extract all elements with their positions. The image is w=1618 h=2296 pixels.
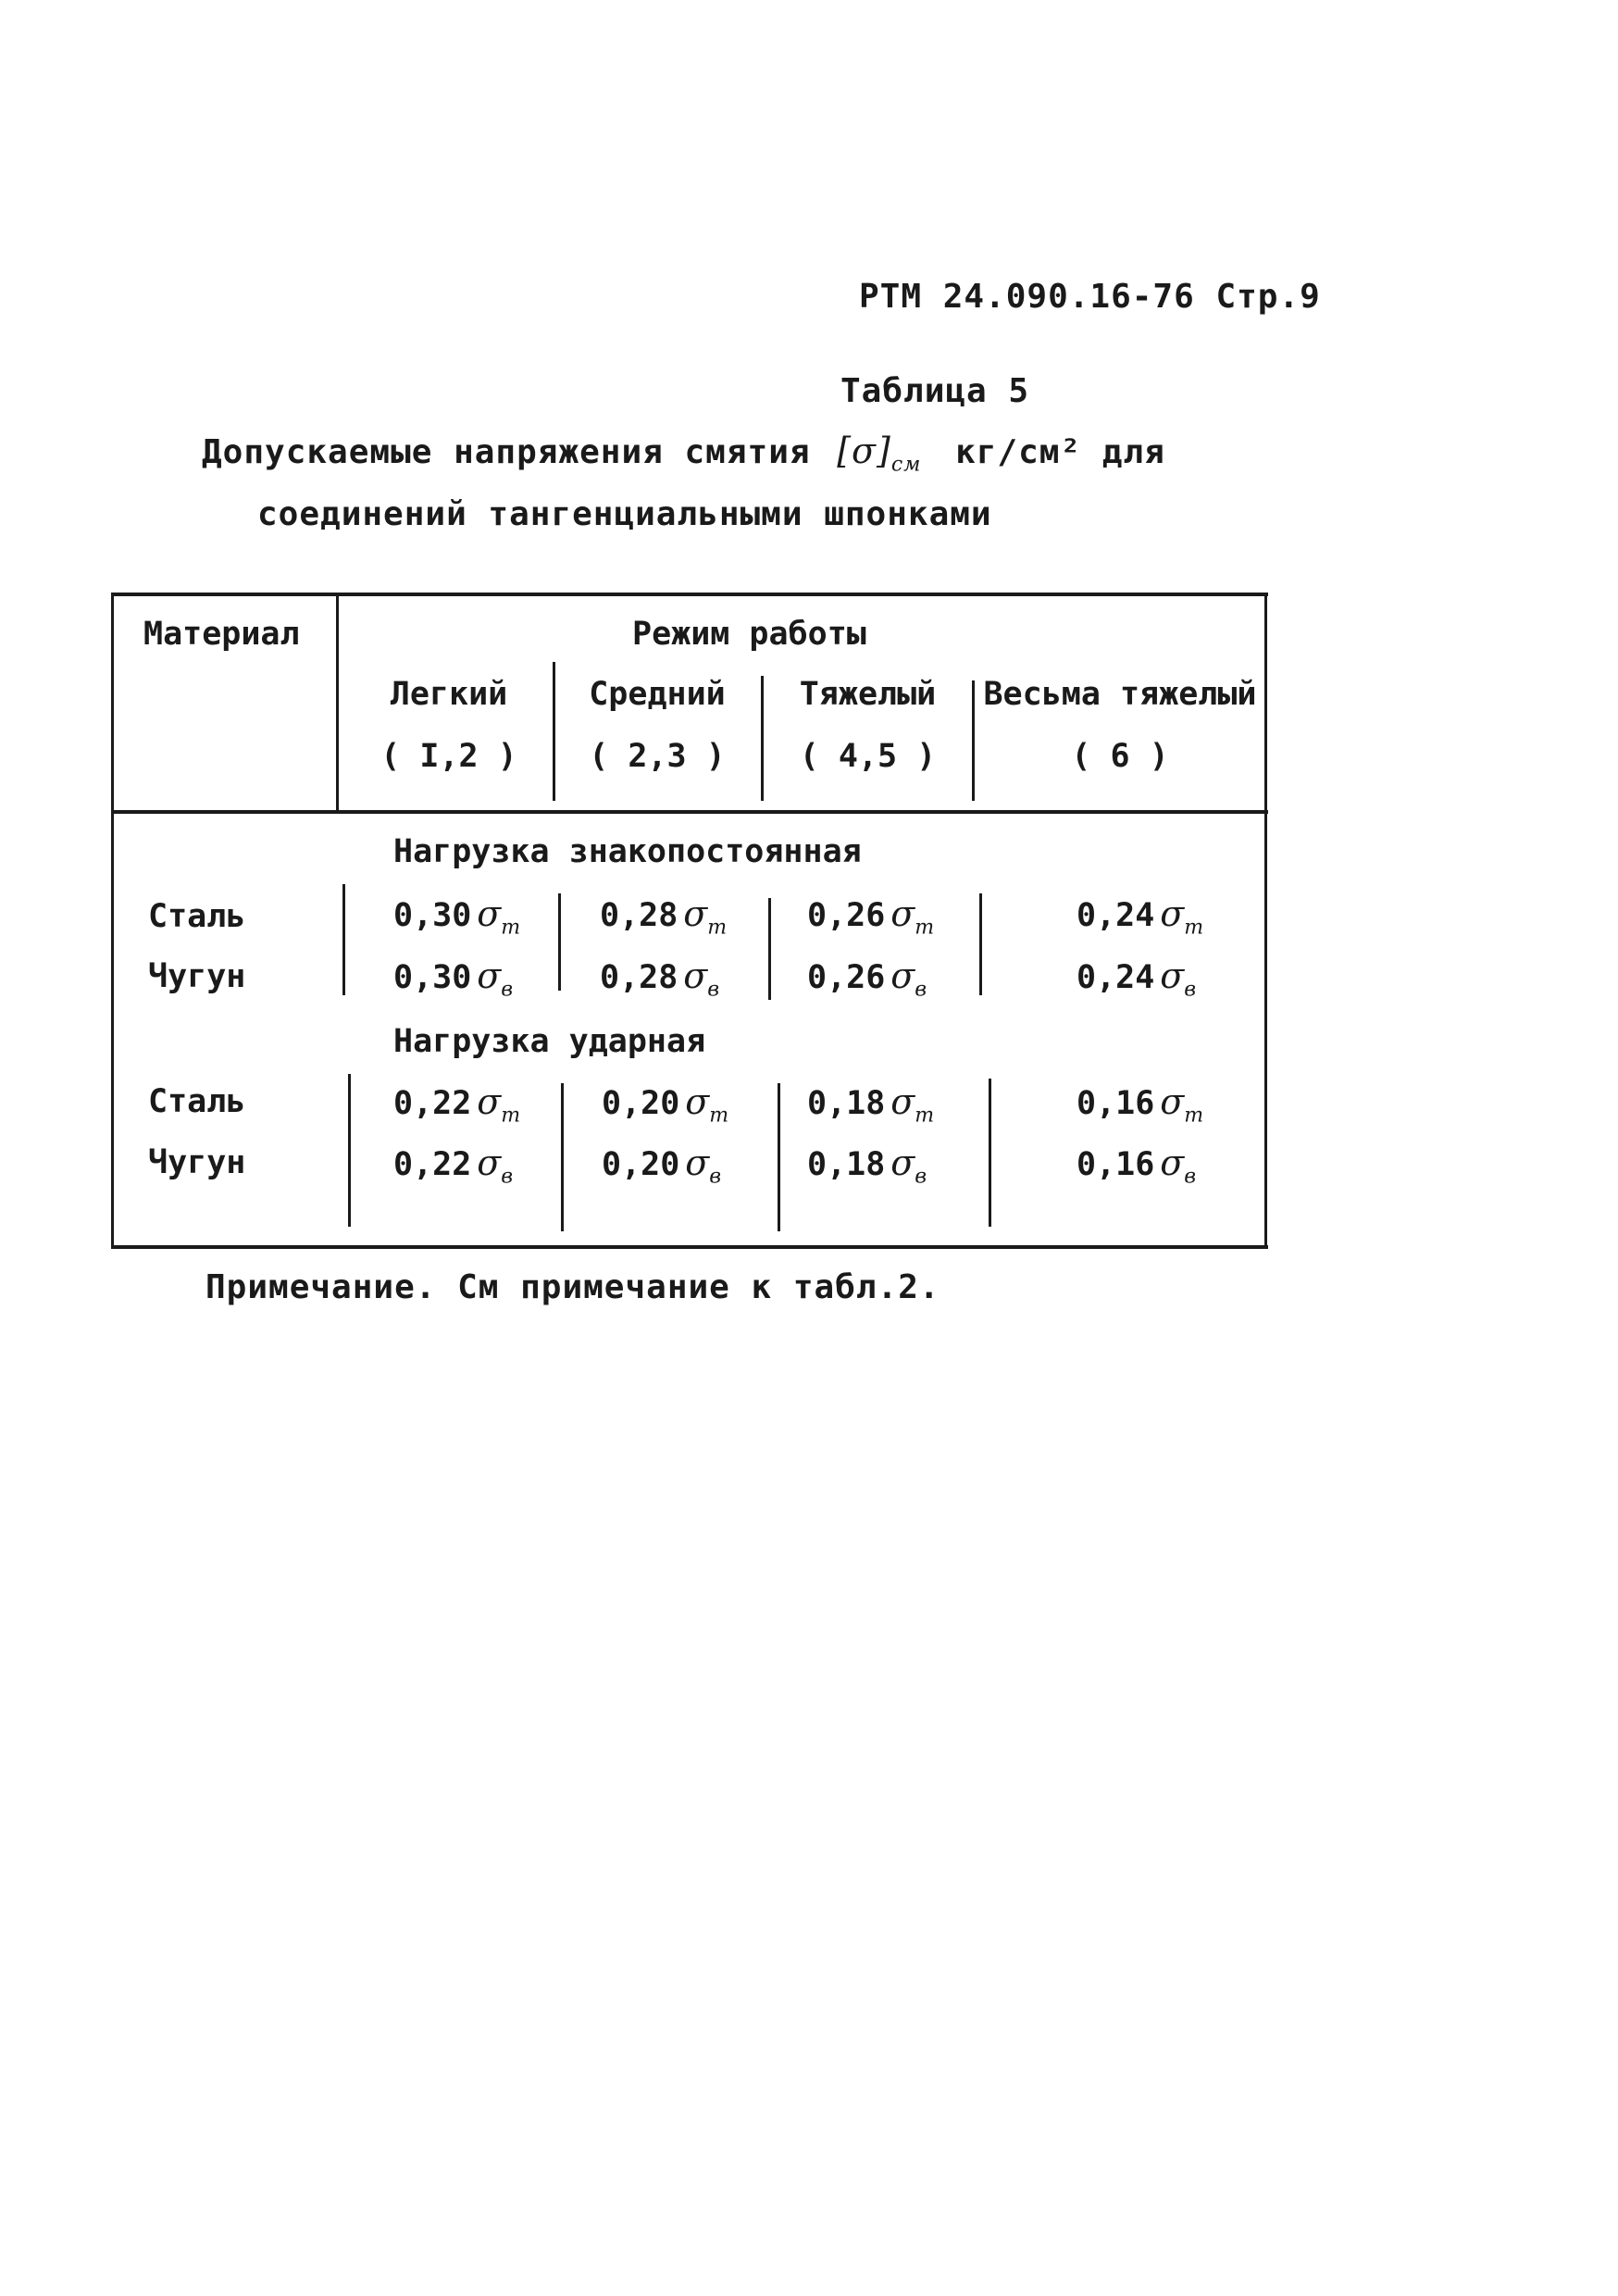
cell-symbol-main: σ [683, 893, 708, 934]
table-right-border [1264, 593, 1267, 1249]
cell-symbol-sub: в [915, 1165, 927, 1189]
cell-value: 0,18 [807, 1085, 886, 1122]
table-cell [393, 1081, 520, 1128]
cell-symbol-main: σ [1160, 893, 1185, 934]
body-divider-1 [558, 893, 561, 991]
cell-symbol-main: σ [1160, 1081, 1185, 1122]
table-cell [807, 955, 927, 1002]
table-cell [393, 893, 520, 940]
table-number: Таблица 5 [840, 372, 1030, 410]
cell-symbol-main: σ [890, 1081, 915, 1122]
cell-value: 0,20 [602, 1085, 680, 1122]
row-material: Сталь [148, 1083, 246, 1120]
body-divider-0 [342, 884, 345, 995]
table-cell [807, 1142, 927, 1189]
cell-symbol [683, 893, 728, 940]
cell-symbol [890, 1142, 927, 1189]
material-column-divider [336, 593, 339, 810]
mode-divider-1 [553, 662, 555, 801]
cell-value: 0,26 [807, 897, 886, 934]
cell-symbol-main: σ [685, 1081, 710, 1122]
cell-symbol [1160, 955, 1197, 1002]
table-bottom-border [111, 1245, 1268, 1249]
cell-value: 0,28 [600, 959, 678, 996]
table-cell [602, 1081, 728, 1128]
cell-symbol-main: σ [890, 955, 915, 996]
stress-symbol-main: [σ] [837, 430, 891, 471]
cell-value: 0,26 [807, 959, 886, 996]
table-cell [602, 1142, 721, 1189]
mode-name-light: Легкий [390, 676, 508, 713]
table-cell [393, 1142, 513, 1189]
cell-symbol [685, 1081, 729, 1128]
table-cell [393, 955, 513, 1002]
table-title-line1 [202, 430, 1165, 477]
table-title-units: кг/см² для [955, 433, 1165, 471]
cell-symbol-sub: в [1184, 978, 1197, 1002]
cell-symbol [685, 1142, 722, 1189]
body-divider-7 [989, 1079, 991, 1227]
cell-symbol [1160, 1081, 1204, 1128]
cell-value: 0,16 [1077, 1085, 1155, 1122]
table-cell [600, 955, 719, 1002]
cell-symbol-sub: т [709, 1104, 729, 1128]
table-title-line2: соединений тангенциальными шпонками [257, 495, 992, 533]
row-material: Чугун [148, 958, 246, 995]
cell-value: 0,22 [393, 1085, 472, 1122]
mode-divider-2 [761, 676, 764, 801]
cell-symbol-sub: в [707, 978, 720, 1002]
mode-name-heavy: Тяжелый [799, 676, 937, 713]
body-divider-4 [348, 1074, 351, 1227]
cell-symbol-main: σ [685, 1142, 710, 1183]
cell-symbol-sub: т [1184, 1104, 1204, 1128]
cell-value: 0,18 [807, 1146, 886, 1183]
cell-symbol-sub: в [1184, 1165, 1197, 1189]
cell-value: 0,20 [602, 1146, 680, 1183]
table-cell [600, 893, 727, 940]
mode-code-very-heavy: ( 6 ) [1071, 738, 1169, 775]
cell-symbol-sub: в [709, 1165, 722, 1189]
cell-value: 0,16 [1077, 1146, 1155, 1183]
section-title-constant-load: Нагрузка знакопостоянная [393, 833, 862, 870]
table-title-text: Допускаемые напряжения смятия [202, 433, 811, 471]
section-title-impact-load: Нагрузка ударная [393, 1023, 706, 1060]
mode-code-heavy: ( 4,5 ) [799, 738, 937, 775]
document-reference: РТМ 24.090.16-76 Стр.9 [859, 278, 1321, 316]
cell-symbol-main: σ [477, 1142, 502, 1183]
cell-symbol [890, 1081, 935, 1128]
cell-symbol-main: σ [477, 1081, 502, 1122]
stress-symbol [837, 430, 922, 477]
cell-symbol-sub: в [501, 978, 514, 1002]
cell-symbol-sub: т [1184, 916, 1204, 940]
body-divider-5 [561, 1083, 564, 1231]
cell-symbol-main: σ [477, 955, 502, 996]
cell-symbol [477, 1081, 521, 1128]
cell-symbol [890, 893, 935, 940]
mode-name-medium: Средний [589, 676, 726, 713]
cell-symbol-main: σ [1160, 1142, 1185, 1183]
table-top-border [111, 593, 1268, 596]
cell-symbol-main: σ [890, 1142, 915, 1183]
mode-code-light: ( I,2 ) [380, 738, 517, 775]
cell-symbol [477, 1142, 514, 1189]
body-divider-3 [979, 893, 982, 995]
row-material: Чугун [148, 1144, 246, 1181]
cell-symbol-main: σ [683, 955, 708, 996]
cell-value: 0,24 [1077, 897, 1155, 934]
cell-value: 0,28 [600, 897, 678, 934]
body-divider-2 [768, 898, 771, 1000]
table-cell [1077, 1142, 1196, 1189]
cell-symbol-sub: т [501, 1104, 521, 1128]
cell-symbol-sub: т [707, 916, 728, 940]
cell-symbol [477, 955, 514, 1002]
mode-code-medium: ( 2,3 ) [589, 738, 726, 775]
mode-divider-3 [972, 680, 975, 801]
cell-symbol-sub: в [501, 1165, 514, 1189]
table-cell [807, 1081, 934, 1128]
table-cell [1077, 893, 1203, 940]
cell-symbol [1160, 893, 1204, 940]
cell-symbol-sub: т [915, 1104, 935, 1128]
table-left-border [111, 593, 114, 1249]
table-cell [807, 893, 934, 940]
cell-symbol-main: σ [1160, 955, 1185, 996]
row-material: Сталь [148, 898, 246, 935]
cell-symbol [890, 955, 927, 1002]
cell-symbol-sub: т [915, 916, 935, 940]
cell-value: 0,30 [393, 959, 472, 996]
table-cell [1077, 955, 1196, 1002]
cell-symbol [1160, 1142, 1197, 1189]
body-divider-6 [778, 1083, 780, 1231]
cell-symbol-sub: т [501, 916, 521, 940]
cell-value: 0,30 [393, 897, 472, 934]
header-mode: Режим работы [632, 616, 866, 653]
table-note: Примечание. См примечание к табл.2. [205, 1268, 940, 1306]
cell-symbol-sub: в [915, 978, 927, 1002]
cell-symbol-main: σ [890, 893, 915, 934]
cell-value: 0,22 [393, 1146, 472, 1183]
cell-symbol-main: σ [477, 893, 502, 934]
cell-symbol [477, 893, 521, 940]
cell-value: 0,24 [1077, 959, 1155, 996]
stress-symbol-sub: см [890, 453, 922, 477]
header-material: Материал [143, 616, 300, 653]
table-cell [1077, 1081, 1203, 1128]
mode-name-very-heavy: Весьма тяжелый [983, 676, 1257, 713]
cell-symbol [683, 955, 720, 1002]
header-separator [111, 810, 1268, 814]
